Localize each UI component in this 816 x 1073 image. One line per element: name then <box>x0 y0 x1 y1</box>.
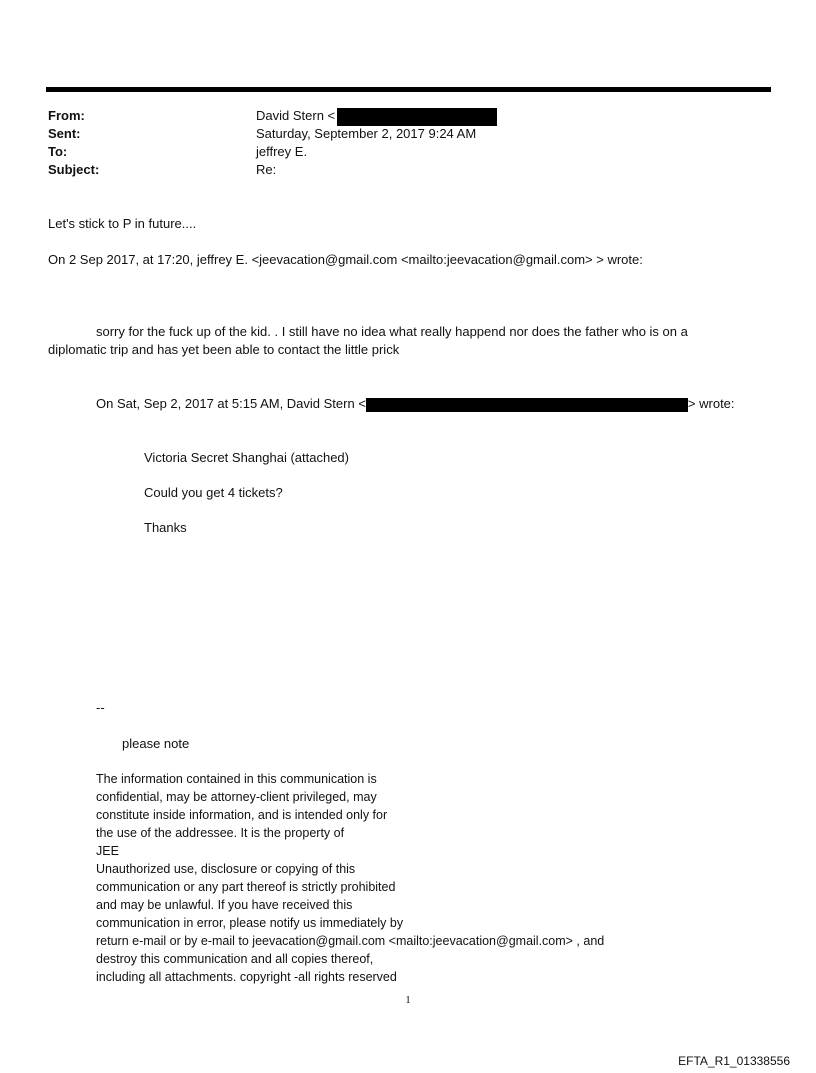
disclaimer-line: the use of the addressee. It is the property of <box>96 826 345 840</box>
please-note: please note <box>122 736 190 751</box>
page-number: 1 <box>405 994 411 1006</box>
quote1-text-line1: sorry for the fuck up of the kid. . I still have no idea what really happend nor does the father who is on a <box>96 324 688 339</box>
header-divider <box>46 87 771 92</box>
quote2-line3: Thanks <box>144 520 187 535</box>
quote1-attribution: On 2 Sep 2017, at 17:20, jeffrey E. <jeevacation@gmail.com <mailto:jeevacation@gmail.com> > wrote: <box>48 252 643 267</box>
quote2-attribution-suffix: > wrote: <box>687 396 735 411</box>
disclaimer-line: The information contained in this communication is <box>96 772 377 786</box>
to-value: jeffrey E. <box>256 144 308 159</box>
from-value <box>256 107 497 126</box>
redaction-block <box>337 108 497 126</box>
disclaimer-line: return e-mail or by e-mail to jeevacation@gmail.com <mailto:jeevacation@gmail.com> , and <box>96 934 605 948</box>
quote1-text-line2: diplomatic trip and has yet been able to contact the little prick <box>48 342 400 357</box>
sent-label: Sent: <box>48 126 81 141</box>
quote2-attribution <box>96 395 735 413</box>
disclaimer-line: confidential, may be attorney-client privileged, may <box>96 790 377 804</box>
disclaimer-line: including all attachments. copyright -all rights reserved <box>96 970 397 984</box>
redaction-block <box>366 398 688 412</box>
disclaimer-line: and may be unlawful. If you have received this <box>96 898 353 912</box>
quote2-line1: Victoria Secret Shanghai (attached) <box>144 450 349 465</box>
from-name: David Stern < <box>256 108 336 123</box>
disclaimer-line: communication in error, please notify us immediately by <box>96 916 404 930</box>
disclaimer-line: JEE <box>96 844 119 858</box>
quote2-attribution-prefix: On Sat, Sep 2, 2017 at 5:15 AM, David Stern < <box>96 396 366 411</box>
disclaimer-line: constitute inside information, and is intended only for <box>96 808 388 822</box>
to-label: To: <box>48 144 68 159</box>
signature-dashes: -- <box>96 700 105 715</box>
sent-value: Saturday, September 2, 2017 9:24 AM <box>256 126 477 141</box>
disclaimer-line: destroy this communication and all copies thereof, <box>96 952 374 966</box>
subject-label: Subject: <box>48 162 100 177</box>
reply-text: Let's stick to P in future.... <box>48 216 197 231</box>
quote2-line2: Could you get 4 tickets? <box>144 485 283 500</box>
from-label: From: <box>48 108 85 123</box>
subject-value: Re: <box>256 162 277 177</box>
bates-number: EFTA_R1_01338556 <box>678 1054 790 1068</box>
disclaimer-line: Unauthorized use, disclosure or copying of this <box>96 862 356 876</box>
disclaimer-line: communication or any part thereof is strictly prohibited <box>96 880 396 894</box>
